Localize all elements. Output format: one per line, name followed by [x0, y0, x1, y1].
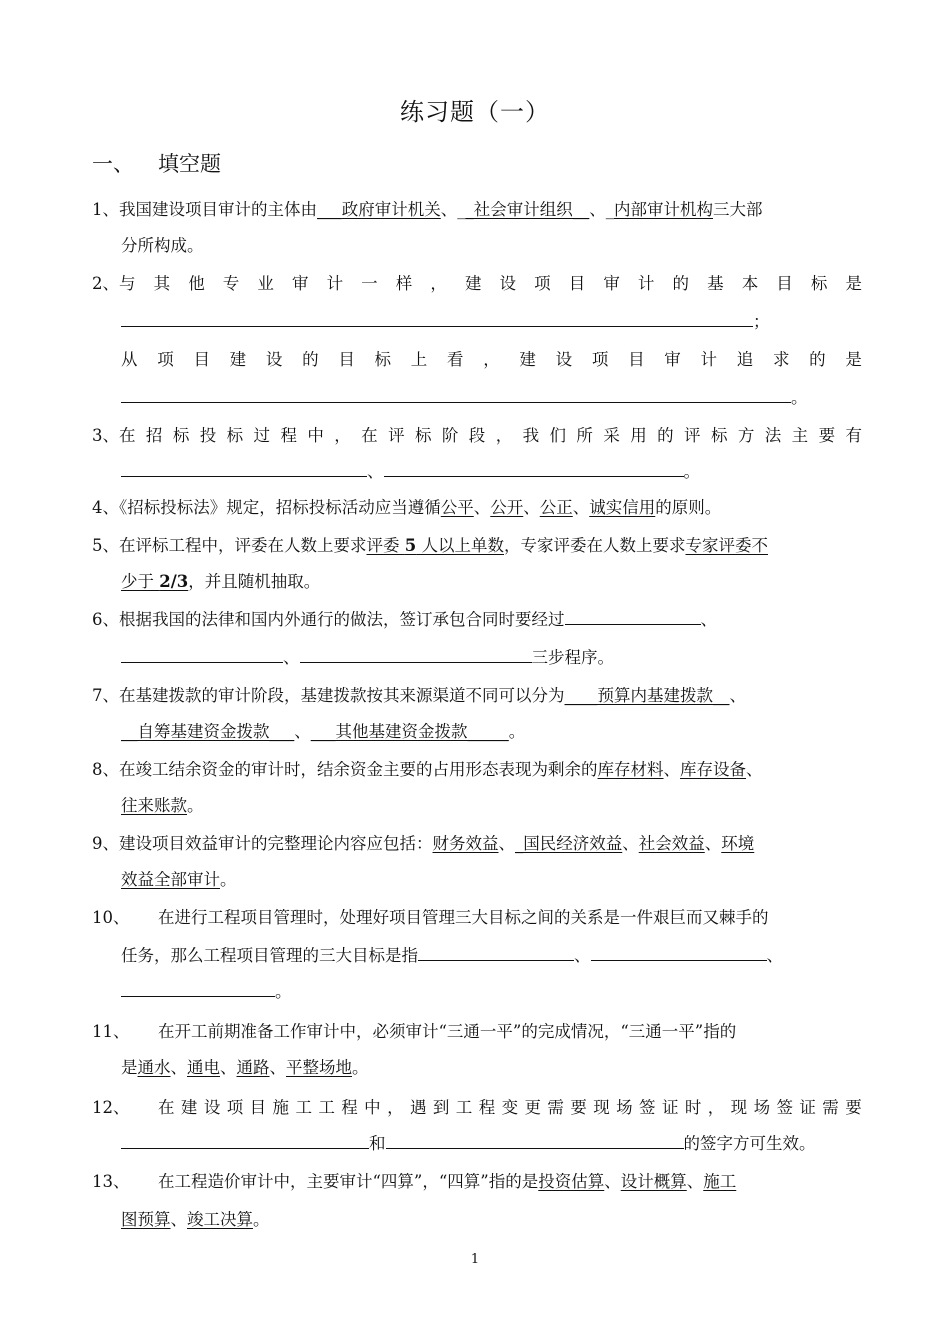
spaced-char: 投: [199, 426, 217, 445]
spaced-char: 程: [280, 426, 297, 445]
section-label: 填空题: [158, 152, 221, 176]
spaced-char: ，: [495, 426, 513, 445]
spaced-char: ，: [334, 426, 351, 445]
answer-text: 内部审计机构: [614, 200, 713, 219]
spaced-char: 有: [845, 426, 862, 445]
spaced-char: 一: [361, 274, 378, 293]
spaced-char: 专: [222, 274, 240, 293]
question-6-line-1: 6、根据我国的法律和国内外通行的做法，签订承包合同时要经过 、: [92, 610, 717, 629]
spaced-char: 项: [591, 350, 609, 369]
spaced-char: 工: [455, 1098, 473, 1117]
question-9-line-1: 9、建设项目效益审计的完整理论内容应包括：财务效益、_国民经济效益、社会效益、环境: [92, 834, 755, 853]
spaced-char: 在: [158, 1098, 175, 1117]
question-2-line-3: [121, 348, 862, 372]
spaced-char: 证: [661, 1098, 679, 1117]
spaced-char: 的: [809, 350, 826, 369]
spaced-char: 时: [684, 1098, 702, 1117]
spaced-char: 追: [736, 350, 754, 369]
spaced-char: 项: [534, 274, 551, 293]
spaced-char: 到: [432, 1098, 450, 1117]
spaced-char: 在: [361, 426, 378, 445]
fill-blank: [121, 386, 791, 403]
question-7-line-1: 7、在基建拨款的审计阶段，基建拨款按其来源渠道不同可以分为____预算内基建拨款__、: [92, 686, 746, 705]
question-7-line-2: __自筹基建资金拨款___、___其他基建资金拨款_____。: [121, 722, 526, 741]
spaced-char: 标: [710, 426, 728, 445]
section-number: 一、: [92, 152, 134, 176]
spaced-char: 他: [188, 274, 205, 293]
spaced-char: 审: [664, 350, 681, 369]
answer-text: 政府审计机关: [341, 200, 441, 219]
fill-blank: [300, 646, 532, 663]
spaced-char: 的: [672, 274, 689, 293]
spaced-char: 建: [180, 1098, 198, 1117]
question-11-line-2: 是通水、通电、通路、平整场地。: [121, 1058, 369, 1077]
spaced-char: 工: [318, 1098, 335, 1117]
spaced-char: 标: [226, 426, 244, 445]
question-10-line-2: 任务，那么工程项目管理的三大目标是指 、 、: [121, 946, 783, 965]
spaced-char: 从: [121, 350, 138, 369]
spaced-char: 所: [576, 426, 593, 445]
spaced-char: 建: [519, 350, 536, 369]
spaced-char: ，: [387, 1098, 404, 1117]
section-heading: [92, 148, 221, 178]
spaced-char: 程: [341, 1098, 358, 1117]
spaced-char: 审: [603, 274, 620, 293]
fill-blank: [121, 460, 367, 477]
spaced-char: 采: [603, 426, 620, 445]
spaced-char: 目: [568, 274, 586, 293]
question-4: 4、《招标投标法》规定，招标投标活动应当遵循公平、公开、公正、诚实信用的原则。: [92, 498, 722, 517]
spaced-char: 们: [549, 426, 566, 445]
question-2-blank-1: ；: [121, 310, 862, 334]
fill-blank: [121, 310, 753, 327]
question-1-line-2: 分所构成。: [121, 236, 204, 255]
question-10-line-1: 10、 在进行工程项目管理时，处理好项目管理三大目标之间的关系是一件艰巨而又棘手的: [92, 908, 769, 927]
spaced-char: 中: [364, 1098, 381, 1117]
spaced-char: 设: [265, 350, 283, 369]
spaced-char: 基: [707, 274, 724, 293]
fill-blank: [591, 944, 767, 961]
spaced-char: 阶: [441, 426, 459, 445]
spaced-char: 项: [226, 1098, 244, 1117]
spaced-char: 评: [684, 426, 701, 445]
spaced-char: 设: [499, 274, 517, 293]
spaced-char: 法: [764, 426, 782, 445]
spaced-char: 计: [637, 274, 655, 293]
spaced-char: 程: [478, 1098, 496, 1117]
spaced-char: 变: [501, 1098, 519, 1117]
spaced-char: 3、在: [92, 426, 136, 445]
fill-blank: [384, 460, 684, 477]
spaced-char: 审: [291, 274, 309, 293]
spaced-char: 场: [616, 1098, 633, 1117]
spaced-char: 计: [326, 274, 344, 293]
question-2-line-1: [92, 272, 862, 296]
spaced-char: 业: [257, 274, 274, 293]
question-10-line-3: 。: [121, 980, 862, 1004]
spaced-char: 需: [547, 1098, 564, 1117]
spaced-char: 标: [414, 426, 432, 445]
question-9-line-2: 效益全部审计。: [121, 870, 237, 889]
spaced-char: 现: [593, 1098, 610, 1117]
spaced-char: 计: [700, 350, 717, 369]
spaced-char: 证: [799, 1098, 816, 1117]
spaced-char: 上: [410, 350, 428, 369]
spaced-char: 目: [628, 350, 645, 369]
question-1-line-1: 1、我国建设项目审计的主体由___政府审计机关、__社会审计组织__、_内部审计机构三大部: [92, 200, 763, 219]
spaced-char: 其: [153, 274, 171, 293]
spaced-char: 方: [737, 426, 755, 445]
question-13-line-2: 图预算、竣工决算。: [121, 1210, 270, 1229]
spaced-char: 标: [374, 350, 392, 369]
question-12-line-2: 和 的签字方可生效。: [121, 1132, 862, 1156]
spaced-char: 签: [639, 1098, 656, 1117]
fill-blank: [121, 1132, 369, 1149]
spaced-char: 招: [145, 426, 163, 445]
spaced-char: 是: [845, 350, 862, 369]
spaced-char: 设: [555, 350, 573, 369]
fill-blank: [386, 1132, 684, 1149]
spaced-char: 现: [730, 1098, 748, 1117]
spaced-char: 场: [753, 1098, 771, 1117]
answer-text: _社会审计组织__: [465, 200, 590, 219]
spaced-char: 2、与: [92, 274, 136, 293]
spaced-char: ，: [483, 350, 500, 369]
question-11-line-1: 11、 在开工前期准备工作审计中，必须审计“三通一平”的完成情况，“三通一平”指的: [92, 1022, 737, 1041]
question-5-line-2: 少于 2/3，并且随机抽取。: [121, 572, 321, 591]
spaced-char: 项: [157, 350, 174, 369]
spaced-char: 要: [845, 1098, 862, 1117]
spaced-char: 遇: [409, 1098, 427, 1117]
spaced-char: 是: [845, 274, 862, 293]
question-2-blank-2: 。: [121, 386, 862, 410]
fill-blank: [121, 646, 283, 663]
spaced-char: ，: [707, 1098, 725, 1117]
page-number: 1: [470, 1252, 480, 1267]
fill-blank: [565, 608, 701, 625]
spaced-char: 中: [307, 426, 324, 445]
spaced-char: 的: [657, 426, 674, 445]
question-12-line-1: 12、 在 建 设 项 目 施 工 工 程 中 ， 遇 到 工 程 变 更 需 要 现 场 签 证 时 ， 现 场 签 证 需 要: [92, 1096, 862, 1120]
spaced-char: 目: [249, 1098, 267, 1117]
spaced-char: 设: [203, 1098, 221, 1117]
spaced-char: 样: [395, 274, 413, 293]
spaced-char: 评: [388, 426, 405, 445]
spaced-char: 目: [338, 350, 355, 369]
spaced-char: 看: [446, 350, 464, 369]
spaced-char: 建: [464, 274, 482, 293]
spaced-char: 施: [272, 1098, 290, 1117]
spaced-char: 过: [253, 426, 271, 445]
spaced-char: 工: [295, 1098, 312, 1117]
spaced-char: 目: [776, 274, 793, 293]
question-6-line-2: 、 三步程序。: [121, 646, 862, 670]
spaced-char: 要: [570, 1098, 587, 1117]
question-8-line-1: 8、在竣工结余资金的审计时，结余资金主要的占用形态表现为剩余的库存材料、库存设备、: [92, 760, 763, 779]
question-3-line-1: [92, 424, 862, 448]
page-title: 练习题（一）: [400, 98, 550, 126]
spaced-char: 建: [229, 350, 247, 369]
spaced-char: 的: [302, 350, 319, 369]
spaced-char: ，: [430, 274, 447, 293]
spaced-char: 目: [193, 350, 210, 369]
question-3-blanks: 、 。: [121, 460, 862, 484]
spaced-char: 求: [772, 350, 790, 369]
question-8-line-2: 往来账款。: [121, 796, 204, 815]
spaced-char: 我: [522, 426, 540, 445]
spaced-char: 标: [172, 426, 190, 445]
fill-blank: [418, 944, 574, 961]
spaced-char: 需: [822, 1098, 839, 1117]
spaced-char: 要: [818, 426, 836, 445]
spaced-char: 用: [630, 426, 647, 445]
question-5-line-1: 5、在评标工程中，评委在人数上要求评委 5 人以上单数，专家评委在人数上要求专家评委不: [92, 536, 768, 555]
spaced-char: 段: [468, 426, 486, 445]
question-13-line-1: 13、 在工程造价审计中，主要审计“四算”，“四算”指的是投资估算、设计概算、施工: [92, 1172, 737, 1191]
spaced-char: 更: [524, 1098, 541, 1117]
fill-blank: [121, 980, 275, 997]
spaced-char: 签: [776, 1098, 793, 1117]
spaced-char: 本: [741, 274, 759, 293]
spaced-char: 标: [810, 274, 828, 293]
spaced-char: 主: [791, 426, 809, 445]
